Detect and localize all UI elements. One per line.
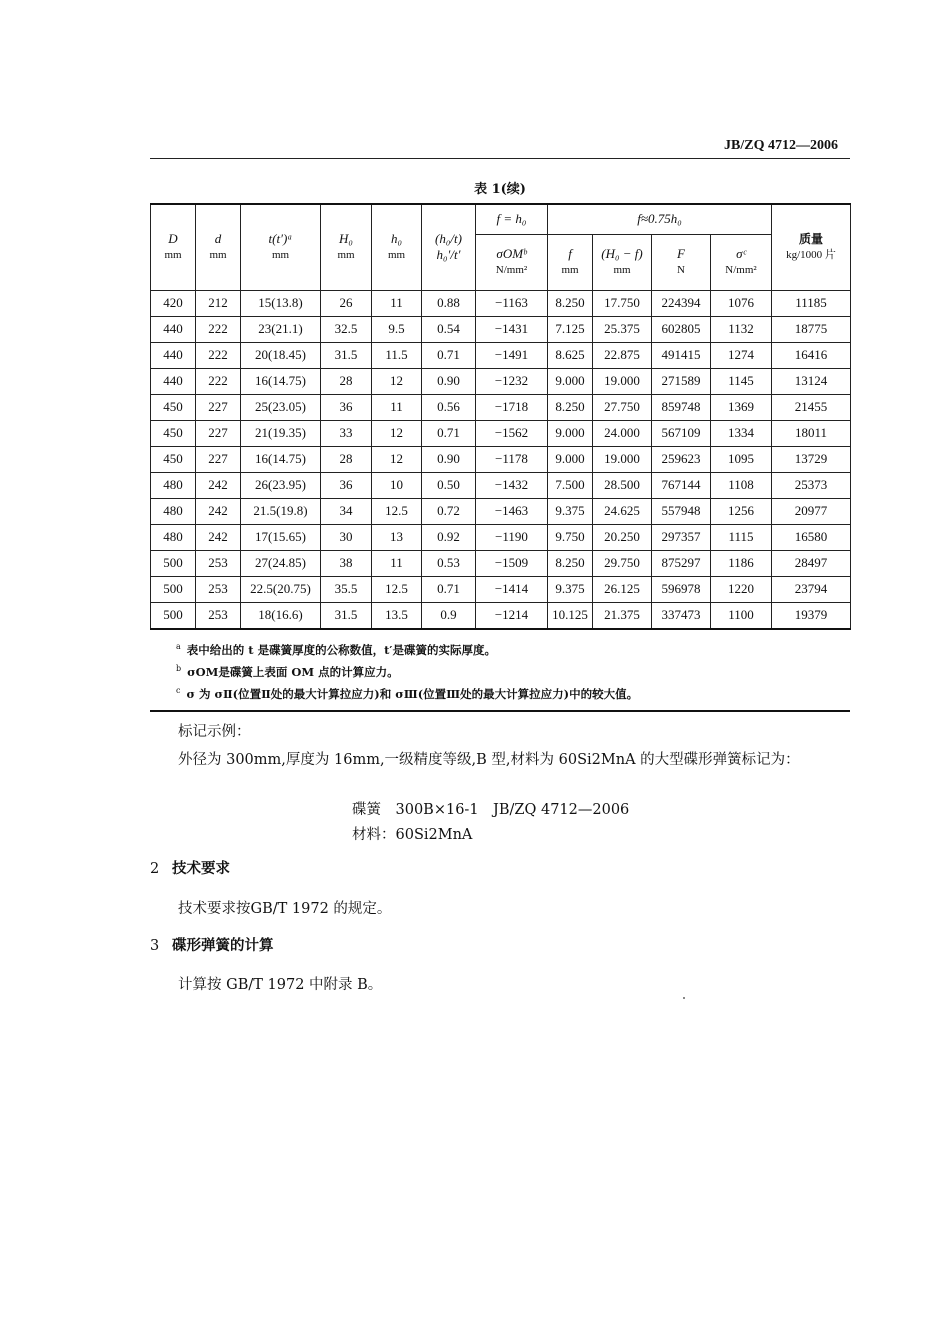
table-cell: 222: [196, 342, 241, 368]
table-cell: 1076: [711, 290, 772, 316]
table-cell: −1414: [476, 576, 548, 602]
table-cell: 35.5: [321, 576, 372, 602]
table-cell: 0.88: [422, 290, 476, 316]
table-row: [151, 290, 851, 316]
table-cell: 0.54: [422, 316, 476, 342]
table-cell: 271589: [652, 368, 711, 394]
table-cell: 25(23.05): [241, 394, 321, 420]
table-cell: 1186: [711, 550, 772, 576]
table-cell: 29.750: [593, 550, 652, 576]
table-cell: 13: [372, 524, 422, 550]
table-cell: −1509: [476, 550, 548, 576]
table-cell: 21455: [772, 394, 851, 420]
table-cell: 23794: [772, 576, 851, 602]
table-cell: 859748: [652, 394, 711, 420]
table-cell: 212: [196, 290, 241, 316]
table-cell: 20977: [772, 498, 851, 524]
col-header-sigma: σᶜ N/mm²: [711, 234, 772, 290]
table-row: [151, 524, 851, 550]
table-cell: 31.5: [321, 602, 372, 629]
table-cell: 440: [151, 316, 196, 342]
table-cell: 500: [151, 550, 196, 576]
table-cell: 0.71: [422, 576, 476, 602]
table-cell: 28: [321, 446, 372, 472]
table-cell: 875297: [652, 550, 711, 576]
table-row: [151, 602, 851, 629]
col-header-sigma-om: σOMᵇ N/mm²: [476, 234, 548, 290]
col-group-f-eq-h0: f = h₀: [476, 204, 548, 234]
table-cell: 1220: [711, 576, 772, 602]
table-cell: 26(23.95): [241, 472, 321, 498]
table-cell: 480: [151, 472, 196, 498]
table-cell: 767144: [652, 472, 711, 498]
table-cell: 9.000: [548, 420, 593, 446]
table-cell: 11: [372, 290, 422, 316]
table-cell: 242: [196, 498, 241, 524]
table-cell: 16416: [772, 342, 851, 368]
table-cell: 450: [151, 446, 196, 472]
footnote-a: $^a$ 表中给出的 t 是碟簧厚度的公称数值，t′是碟簧的实际厚度。: [176, 642, 496, 657]
table-cell: 242: [196, 524, 241, 550]
table-cell: 0.56: [422, 394, 476, 420]
table-row: [151, 420, 851, 446]
table-cell: 0.92: [422, 524, 476, 550]
spring-table: [150, 203, 851, 630]
table-cell: 0.50: [422, 472, 476, 498]
header-rule: [150, 158, 850, 159]
table-cell: 33: [321, 420, 372, 446]
table-cell: −1463: [476, 498, 548, 524]
table-cell: 25373: [772, 472, 851, 498]
table-cell: 20.250: [593, 524, 652, 550]
table-cell: 0.90: [422, 368, 476, 394]
example-material: 材料：60Si2MnA: [352, 827, 473, 843]
table-cell: 9.750: [548, 524, 593, 550]
table-cell: 18011: [772, 420, 851, 446]
table-cell: −1431: [476, 316, 548, 342]
table-cell: 480: [151, 498, 196, 524]
table-cell: 11: [372, 394, 422, 420]
table-row: [151, 498, 851, 524]
table-cell: 500: [151, 576, 196, 602]
table-row: [151, 342, 851, 368]
section-3-text: 计算按 GB/T 1972 中附录 B。: [178, 977, 383, 993]
table-cell: 24.625: [593, 498, 652, 524]
table-cell: 26.125: [593, 576, 652, 602]
table-cell: −1718: [476, 394, 548, 420]
table-cell: 23(21.1): [241, 316, 321, 342]
table-cell: 1369: [711, 394, 772, 420]
col-header-H0: H₀ mm: [321, 204, 372, 290]
table-row: [151, 550, 851, 576]
table-cell: 9.375: [548, 576, 593, 602]
table-cell: 440: [151, 368, 196, 394]
standard-number: JB/ZQ 4712—2006: [724, 138, 838, 153]
table-cell: 10: [372, 472, 422, 498]
table-cell: 34: [321, 498, 372, 524]
table-cell: 567109: [652, 420, 711, 446]
table-cell: 13729: [772, 446, 851, 472]
table-bottom-rule: [150, 710, 850, 712]
table-cell: 337473: [652, 602, 711, 629]
table-cell: −1163: [476, 290, 548, 316]
table-cell: 1256: [711, 498, 772, 524]
table-cell: 1145: [711, 368, 772, 394]
table-cell: 0.71: [422, 342, 476, 368]
col-header-h0: h₀ mm: [372, 204, 422, 290]
col-header-ratio: (h₀/t) h₀′/t′: [422, 204, 476, 290]
table-cell: 9.5: [372, 316, 422, 342]
table-cell: 21(19.35): [241, 420, 321, 446]
table-cell: 242: [196, 472, 241, 498]
table-cell: −1232: [476, 368, 548, 394]
table-cell: 253: [196, 550, 241, 576]
table-cell: 27.750: [593, 394, 652, 420]
table-cell: 17(15.65): [241, 524, 321, 550]
table-cell: 28: [321, 368, 372, 394]
table-cell: 22.875: [593, 342, 652, 368]
table-cell: 0.53: [422, 550, 476, 576]
table-cell: 19379: [772, 602, 851, 629]
table-cell: 21.5(19.8): [241, 498, 321, 524]
table-cell: 28.500: [593, 472, 652, 498]
col-header-f: f mm: [548, 234, 593, 290]
table-title: 表 1(续): [474, 182, 526, 197]
table-cell: 15(13.8): [241, 290, 321, 316]
table-cell: 13124: [772, 368, 851, 394]
table-cell: 1115: [711, 524, 772, 550]
table-cell: 16580: [772, 524, 851, 550]
table-cell: 12.5: [372, 498, 422, 524]
table-cell: 25.375: [593, 316, 652, 342]
table-cell: −1432: [476, 472, 548, 498]
example-mark: 碟簧 300B×16-1 JB/ZQ 4712—2006: [352, 802, 630, 818]
col-header-thickness: t(t′)ᵃ mm: [241, 204, 321, 290]
table-cell: 253: [196, 576, 241, 602]
table-cell: −1214: [476, 602, 548, 629]
table-cell: 32.5: [321, 316, 372, 342]
table-cell: 596978: [652, 576, 711, 602]
table-cell: 12: [372, 446, 422, 472]
table-cell: 0.90: [422, 446, 476, 472]
table-cell: 21.375: [593, 602, 652, 629]
table-cell: 28497: [772, 550, 851, 576]
section-2-text: 技术要求按GB/T 1972 的规定。: [178, 901, 392, 917]
table-cell: 227: [196, 394, 241, 420]
table-cell: 491415: [652, 342, 711, 368]
table-row: [151, 316, 851, 342]
table-cell: 1274: [711, 342, 772, 368]
footnote-c: $^c$ σ 为 σⅡ(位置Ⅱ处的最大计算拉应力)和 σⅢ(位置Ⅲ处的最大计算拉应力)中的较大值。: [176, 686, 639, 701]
table-footnotes: [176, 636, 856, 702]
table-cell: 1132: [711, 316, 772, 342]
table-cell: 13.5: [372, 602, 422, 629]
table-cell: 8.625: [548, 342, 593, 368]
table-cell: −1178: [476, 446, 548, 472]
footnote-b: $^b$ σOM是碟簧上表面 OM 点的计算应力。: [176, 664, 399, 679]
col-header-F: F N: [652, 234, 711, 290]
table-cell: 0.72: [422, 498, 476, 524]
table-cell: 26: [321, 290, 372, 316]
table-cell: 9.000: [548, 368, 593, 394]
table-cell: 16(14.75): [241, 446, 321, 472]
col-group-f-075h0: f≈0.75h₀: [548, 204, 772, 234]
scan-speck: [683, 997, 685, 999]
table-row: [151, 472, 851, 498]
table-cell: 222: [196, 316, 241, 342]
table-row: [151, 446, 851, 472]
table-cell: 253: [196, 602, 241, 629]
table-cell: 22.5(20.75): [241, 576, 321, 602]
table-row: [151, 576, 851, 602]
table-cell: 16(14.75): [241, 368, 321, 394]
example-sentence: 外径为 300mm,厚度为 16mm,一级精度等级,B 型,材料为 60Si2MnA 的大型碟形弹簧标记为：: [178, 752, 800, 768]
table-cell: 0.71: [422, 420, 476, 446]
table-cell: 36: [321, 472, 372, 498]
table-cell: 0.9: [422, 602, 476, 629]
table-cell: 11.5: [372, 342, 422, 368]
table-row: [151, 394, 851, 420]
table-cell: 602805: [652, 316, 711, 342]
table-cell: 27(24.85): [241, 550, 321, 576]
table-cell: 224394: [652, 290, 711, 316]
table-cell: 20(18.45): [241, 342, 321, 368]
table-cell: 420: [151, 290, 196, 316]
table-cell: 7.125: [548, 316, 593, 342]
table-cell: 12: [372, 368, 422, 394]
col-header-d: d mm: [196, 204, 241, 290]
table-cell: 17.750: [593, 290, 652, 316]
table-cell: −1562: [476, 420, 548, 446]
table-cell: 24.000: [593, 420, 652, 446]
table-cell: 480: [151, 524, 196, 550]
table-cell: 557948: [652, 498, 711, 524]
section-2-heading: 2 技术要求: [150, 860, 230, 877]
table-cell: 18775: [772, 316, 851, 342]
table-cell: 11185: [772, 290, 851, 316]
table-cell: 31.5: [321, 342, 372, 368]
table-cell: 19.000: [593, 446, 652, 472]
table-cell: 12.5: [372, 576, 422, 602]
table-cell: 18(16.6): [241, 602, 321, 629]
col-header-H0-minus-f: (H₀ − f) mm: [593, 234, 652, 290]
table-cell: 450: [151, 420, 196, 446]
table-row: [151, 368, 851, 394]
table-cell: 227: [196, 446, 241, 472]
table-cell: 9.375: [548, 498, 593, 524]
table-cell: 450: [151, 394, 196, 420]
table-cell: 11: [372, 550, 422, 576]
table-cell: 1108: [711, 472, 772, 498]
table-cell: 1100: [711, 602, 772, 629]
table-cell: 7.500: [548, 472, 593, 498]
table-cell: 8.250: [548, 394, 593, 420]
table-cell: 10.125: [548, 602, 593, 629]
table-cell: 38: [321, 550, 372, 576]
table-cell: 36: [321, 394, 372, 420]
table-cell: 12: [372, 420, 422, 446]
table-cell: 30: [321, 524, 372, 550]
table-cell: 19.000: [593, 368, 652, 394]
table-cell: 440: [151, 342, 196, 368]
col-header-mass: 质量 kg/1000 片: [772, 204, 851, 290]
table-cell: 297357: [652, 524, 711, 550]
table-cell: 227: [196, 420, 241, 446]
table-cell: −1491: [476, 342, 548, 368]
col-header-D: D mm: [151, 204, 196, 290]
table-cell: 1334: [711, 420, 772, 446]
table-cell: 8.250: [548, 550, 593, 576]
table-cell: 1095: [711, 446, 772, 472]
table-cell: 9.000: [548, 446, 593, 472]
table-cell: 500: [151, 602, 196, 629]
table-cell: 222: [196, 368, 241, 394]
section-3-heading: 3 碟形弹簧的计算: [150, 937, 274, 954]
table-cell: 8.250: [548, 290, 593, 316]
table-cell: 259623: [652, 446, 711, 472]
example-label: 标记示例：: [178, 724, 251, 740]
table-cell: −1190: [476, 524, 548, 550]
